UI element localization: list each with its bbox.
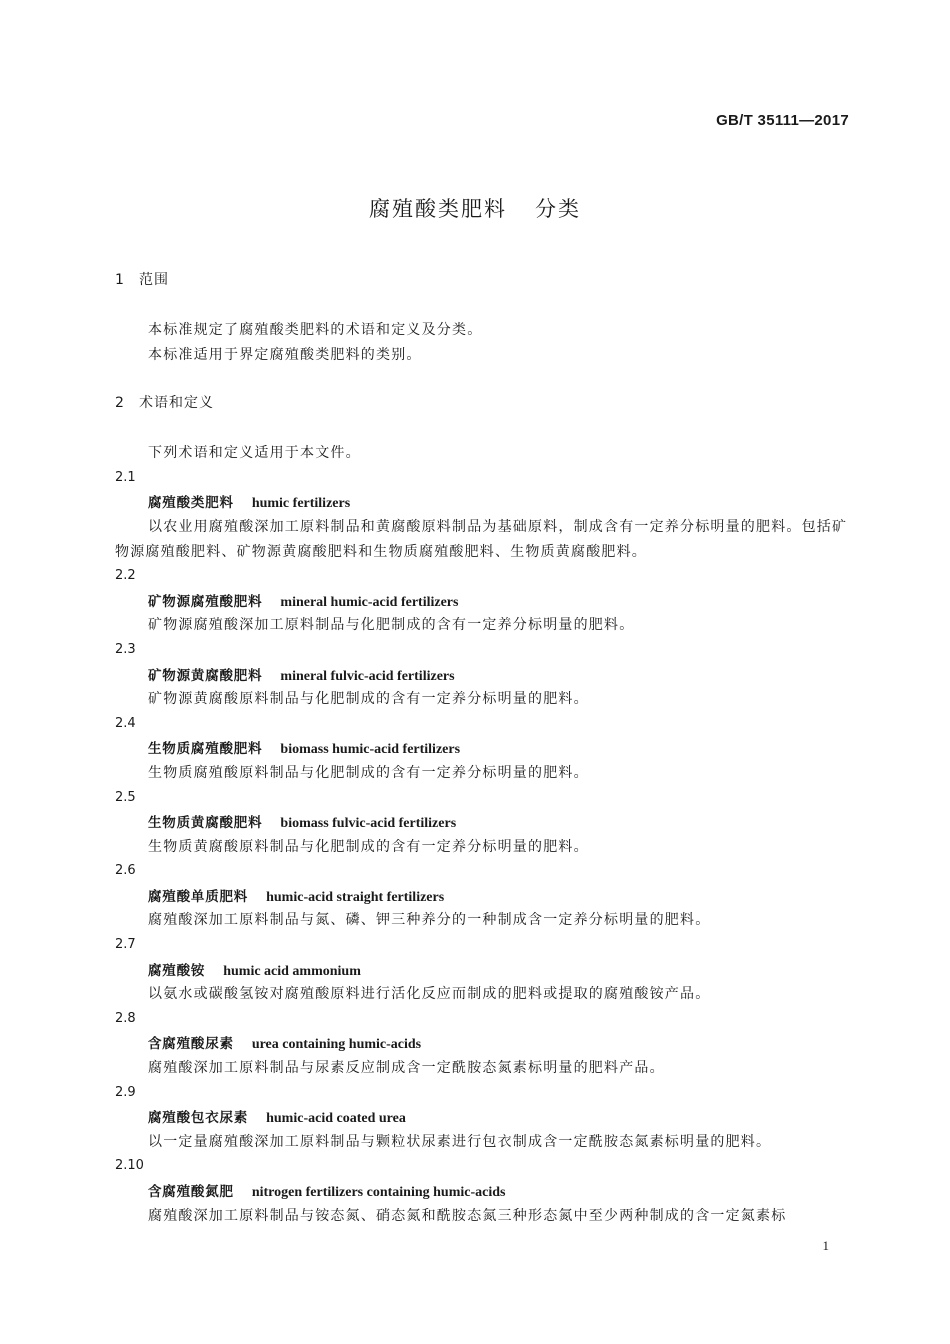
term-number: 2.6 [115,863,136,879]
term-title [115,663,850,688]
term-definition: 矿物源黄腐酸原料制品与化肥制成的含有一定养分标明量的肥料。 [148,691,589,708]
term-en: humic fertilizers [251,496,351,512]
section-title: 范围 [139,272,169,288]
paragraph: 本标准规定了腐殖酸类肥料的术语和定义及分类。 [148,322,483,338]
title-main: 腐殖酸类肥料 [369,197,507,221]
term-en: humic acid ammonium [223,963,361,979]
term-definition: 矿物源腐殖酸深加工原料制品与化肥制成的含有一定养分标明量的肥料。 [148,617,635,634]
term-number: 2.2 [115,568,136,584]
term-definition: 腐殖酸深加工原料制品与氮、磷、钾三种养分的一种制成含一定养分标明量的肥料。 [148,912,711,929]
term-number: 2.10 [115,1158,144,1174]
term-zh: 腐殖酸包衣尿素 [148,1110,249,1127]
section-number: 1 [115,272,125,288]
term-en: urea containing humic-acids [251,1037,422,1053]
term-entry [115,933,850,1007]
term-zh: 矿物源黄腐酸肥料 [148,667,263,684]
term-entry [115,564,850,638]
page-number: 1 [822,1238,829,1253]
section-number: 2 [115,395,125,412]
term-entry [115,1154,850,1228]
term-definition: 生物质腐殖酸原料制品与化肥制成的含有一定养分标明量的肥料。 [148,764,589,781]
term-zh: 生物质黄腐酸肥料 [148,815,263,832]
term-title [115,1031,850,1056]
term-number: 2.3 [115,641,136,657]
section-heading-terms [115,391,850,415]
term-definition: 以一定量腐殖酸深加工原料制品与颗粒状尿素进行包衣制成含一定酰胺态氮素标明量的肥料。 [148,1133,772,1150]
term-entry [115,1081,850,1155]
term-title [115,810,850,835]
term-zh: 腐殖酸类肥料 [148,495,234,512]
term-entry [115,1007,850,1081]
term-zh: 含腐殖酸尿素 [148,1036,234,1053]
section-title: 术语和定义 [139,395,214,412]
term-definition: 生物质黄腐酸原料制品与化肥制成的含有一定养分标明量的肥料。 [148,838,589,855]
term-number: 2.8 [115,1010,136,1026]
term-title [115,958,850,983]
title-sub: 分类 [535,197,581,221]
term-zh: 腐殖酸单质肥料 [148,888,249,905]
term-title [115,589,850,614]
term-definition: 以氨水或碳酸氢铵对腐殖酸原料进行活化反应而制成的肥料或提取的腐殖酸铵产品。 [148,986,711,1003]
term-entry [115,638,850,712]
term-title [115,490,850,515]
term-en: biomass fulvic-acid fertilizers [280,816,457,832]
standard-code: GB/T 35111—2017 [716,112,849,129]
term-title [115,1105,850,1130]
term-definition: 腐殖酸深加工原料制品与铵态氮、硝态氮和酰胺态氮三种形态氮中至少两种制成的含一定氮素标 [148,1207,787,1224]
term-number: 2.9 [115,1084,136,1100]
document-title [0,193,950,223]
term-zh: 生物质腐殖酸肥料 [148,741,263,758]
term-definition: 腐殖酸深加工原料制品与尿素反应制成含一定酰胺态氮素标明量的肥料产品。 [148,1060,665,1077]
term-entry [115,466,850,564]
section-heading-scope [115,268,850,292]
term-zh: 矿物源腐殖酸肥料 [148,593,263,610]
paragraph-intro: 下列术语和定义适用于本文件。 [148,445,361,462]
document-body [115,268,850,1228]
term-number: 2.5 [115,789,136,805]
term-en: humic-acid straight fertilizers [266,889,445,905]
term-zh: 腐殖酸铵 [148,962,206,979]
term-title [115,736,850,761]
term-en: humic-acid coated urea [266,1111,406,1127]
term-en: biomass humic-acid fertilizers [280,742,461,758]
term-en: mineral fulvic-acid fertilizers [280,668,455,684]
term-zh: 含腐殖酸氮肥 [148,1184,234,1200]
term-number: 2.7 [115,937,136,953]
term-number: 2.4 [115,715,136,731]
term-entry [115,859,850,933]
term-en: nitrogen fertilizers containing humic-acids [251,1185,506,1200]
term-title [115,884,850,909]
term-entry [115,786,850,860]
term-entry [115,712,850,786]
term-definition: 以农业用腐殖酸深加工原料制品和黄腐酸原料制品为基础原料，制成含有一定养分标明量的肥料。包括矿物源腐殖酸肥料、矿物源黄腐酸肥料和生物质腐殖酸肥料、生物质黄腐酸肥料。 [115,518,848,560]
paragraph: 本标准适用于界定腐殖酸类肥料的类别。 [148,346,422,363]
term-number: 2.1 [115,469,136,485]
term-en: mineral humic-acid fertilizers [280,594,459,610]
term-title [115,1179,850,1204]
